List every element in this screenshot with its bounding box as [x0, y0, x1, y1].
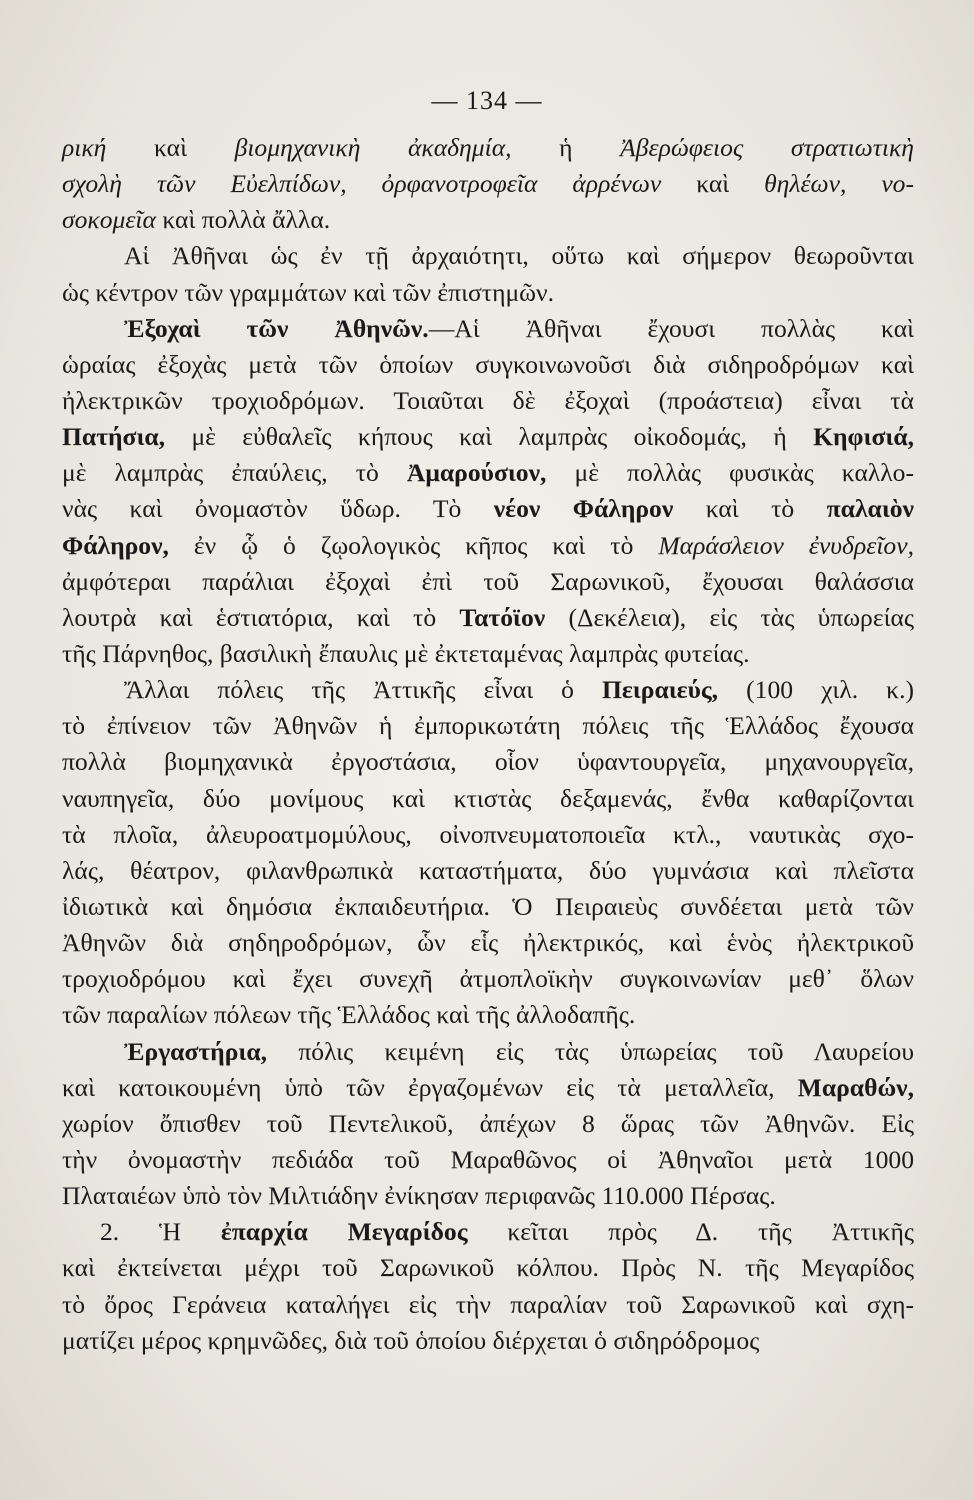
text-segment: τὸ ὄρος Γεράνεια καταλήγει εἰς τὴν παραλίαν τοῦ Σαρωνικοῦ καὶ σχη- [62, 1289, 914, 1319]
text-segment: Ἄλλαι πόλεις τῆς Ἀττικῆς εἶναι ὁ [124, 675, 602, 705]
text-line [62, 1250, 914, 1286]
text-line [62, 672, 914, 708]
text-line [62, 347, 914, 383]
text-segment: ἐν ᾧ ὁ ζῳολογικὸς κῆπος καὶ τὸ [168, 530, 659, 560]
text-segment: ματίζει μέρος κρημνῶδες, διὰ τοῦ ὁποίου διέρχεται ὁ σιδηρόδρομος [62, 1325, 760, 1355]
body-text [62, 130, 914, 1359]
bold-term: Φάληρον, [62, 530, 169, 560]
bold-term: Ἀμαρούσιον, [406, 458, 547, 488]
text-line [62, 708, 914, 744]
text-segment: ναυπηγεῖα, δύο μονίμους καὶ κτιστὰς δεξαμενάς, ἔνθα καθαρίζονται [62, 783, 914, 813]
text-line [62, 636, 914, 672]
text-segment: ἡ [511, 133, 621, 162]
text-segment: Ἀθηνῶν διὰ σηδηροδρόμων, ὧν εἷς ἠλεκτρικός, καὶ ἑνὸς ἠλεκτρικοῦ [62, 928, 914, 958]
text-line [62, 853, 914, 889]
text-segment: τὴν ὀνομαστὴν πεδιάδα τοῦ Μαραθῶνος οἱ Ἀθηναῖοι μετὰ 1000 [62, 1144, 914, 1174]
text-segment: μὲ πολλὰς φυσικὰς καλλο- [546, 458, 915, 488]
text-line [62, 781, 914, 817]
text-segment: —Αἱ Ἀθῆναι ἔχουσι πολλὰς καὶ [428, 313, 914, 343]
text-segment: μὲ εὐθαλεῖς κήπους καὶ λαμπρὰς οἰκοδομάς, ἡ [165, 422, 814, 452]
text-line [62, 130, 914, 166]
bold-term: νέον Φάληρον [493, 494, 674, 524]
text-segment: τῶν παραλίων πόλεων τῆς Ἑλλάδος καὶ τῆς ἀλλοδαπῆς. [62, 1000, 636, 1030]
text-line [62, 311, 914, 347]
text-segment: Αἱ Ἀθῆναι ὡς ἐν τῇ ἀρχαιότητι, οὕτω καὶ σήμερον θεωροῦνται [124, 241, 914, 271]
text-line [62, 528, 914, 564]
text-segment: ἰδιωτικὰ καὶ δημόσια ἐκπαιδευτήρια. Ὁ Πειραιεὺς συνδέεται μετὰ τῶν [62, 891, 914, 921]
text-segment: ὡραίας ἐξοχὰς μετὰ τῶν ὁποίων συγκοινωνοῦσι διὰ σιδηροδρόμων καὶ [62, 349, 914, 379]
text-segment: τῆς Πάρνηθος, βασιλικὴ ἔπαυλις μὲ ἐκτεταμένας λαμπρὰς φυτείας. [62, 638, 750, 668]
bold-term: ἐπαρχία Μεγαρίδος [220, 1217, 468, 1247]
text-segment: καὶ ἐκτείνεται μέχρι τοῦ Σαρωνικοῦ κόλπου. Πρὸς Ν. τῆς Μεγαρίδος [62, 1253, 914, 1283]
text-line [62, 925, 914, 961]
text-segment: καὶ [106, 133, 235, 162]
italic-term: θηλέων, νο- [764, 169, 914, 199]
italic-term: σοκομεῖα [62, 205, 156, 235]
text-segment: ὡς κέντρον τῶν γραμμάτων καὶ τῶν ἐπιστημῶν. [62, 277, 554, 307]
italic-term: σχολὴ τῶν Εὐελπίδων, ὀρφανοτροφεῖα ἀρρένων [62, 169, 662, 199]
text-segment: καὶ κατοικουμένη ὑπὸ τῶν ἐργαζομένων εἰς τὰ μεταλλεῖα, [62, 1072, 798, 1102]
text-line [62, 889, 914, 925]
bold-term: Ἐργαστήρια, [124, 1036, 268, 1066]
text-segment: Πλαταιέων ὑπὸ τὸν Μιλτιάδην ἐνίκησαν περιφανῶς 110.000 Πέρσας. [62, 1181, 776, 1211]
text-segment: κεῖται πρὸς Δ. τῆς Ἀττικῆς [467, 1217, 914, 1247]
text-line [62, 817, 914, 853]
italic-term: Μαράσλειον ἐνυδρεῖον, [658, 530, 914, 560]
text-line [62, 383, 914, 419]
text-line [62, 1178, 914, 1214]
text-segment: τὰ πλοῖα, ἀλευροατμομύλους, οἰνοπνευματοποιεῖα κτλ., ναυτικὰς σχο- [62, 819, 914, 849]
text-segment: (100 χιλ. κ.) [718, 675, 914, 705]
text-line [62, 419, 914, 455]
text-line [62, 1106, 914, 1142]
text-line [62, 564, 914, 600]
bold-term: Τατόϊον [459, 602, 546, 632]
text-line [62, 1323, 914, 1359]
bold-term: Ἐξοχαὶ τῶν Ἀθηνῶν. [124, 313, 429, 343]
text-segment: πόλις κειμένη εἰς τὰς ὑπωρείας τοῦ Λαυρείου [267, 1036, 914, 1066]
text-line [62, 744, 914, 780]
text-segment: ἠλεκτρικῶν τροχιοδρόμων. Τοιαῦται δὲ ἐξοχαὶ (προάστεια) εἶναι τὰ [62, 385, 914, 415]
text-line [62, 997, 914, 1033]
text-line [62, 600, 914, 636]
text-line [62, 455, 914, 491]
bold-term: Πατήσια, [62, 422, 166, 452]
text-segment: ἀμφότεραι παράλιαι ἐξοχαὶ ἐπὶ τοῦ Σαρωνικοῦ, ἔχουσαι θαλάσσια [62, 566, 914, 596]
bold-term: Μαραθών, [797, 1072, 914, 1102]
text-segment: καὶ [661, 169, 765, 199]
text-segment: πολλὰ βιομηχανικὰ ἐργοστάσια, οἷον ὑφαντουργεῖα, μηχανουργεῖα, [62, 747, 914, 777]
text-segment: τροχιοδρόμου καὶ ἔχει συνεχῆ ἀτμοπλοϊκὴν συγκοινωνίαν μεθ᾽ ὅλων [62, 964, 914, 994]
italic-term: βιομηχανικὴ ἀκαδημία, [234, 133, 512, 162]
text-segment: 2. Ἡ [100, 1217, 221, 1247]
text-line [62, 1070, 914, 1106]
text-line [62, 202, 914, 238]
text-segment: τὸ ἐπίνειον τῶν Ἀθηνῶν ἡ ἐμπορικωτάτη πόλεις τῆς Ἑλλάδος ἔχουσα [62, 711, 914, 741]
page-number: — 134 — [431, 86, 543, 115]
text-line [62, 961, 914, 997]
text-line [62, 275, 914, 311]
text-segment: λάς, θέατρον, φιλανθρωπικὰ καταστήματα, δύο γυμνάσια καὶ πλεῖστα [62, 855, 914, 885]
text-line [62, 166, 914, 202]
text-segment: καὶ πολλὰ ἄλλα. [155, 205, 331, 235]
text-segment: λουτρὰ καὶ ἑστιατόρια, καὶ τὸ [62, 602, 460, 632]
text-segment: μὲ λαμπρὰς ἐπαύλεις, τὸ [62, 458, 407, 488]
text-line [62, 491, 914, 527]
italic-term: ρική [62, 133, 107, 162]
text-segment: χωρίον ὄπισθεν τοῦ Πεντελικοῦ, ἀπέχων 8 ὥρας τῶν Ἀθηνῶν. Εἰς [62, 1108, 914, 1138]
text-line [62, 1214, 914, 1250]
text-segment: (Δεκέλεια), εἰς τὰς ὑπωρείας [545, 602, 915, 632]
text-segment: καὶ τὸ [673, 494, 827, 524]
text-line [62, 1034, 914, 1070]
text-line [62, 1142, 914, 1178]
text-segment: νὰς καὶ ὀνομαστὸν ὕδωρ. Τὸ [62, 494, 494, 524]
bold-term: Πειραιεύς, [601, 675, 719, 705]
text-line [62, 1287, 914, 1323]
bold-term: Κηφισιά, [813, 422, 914, 452]
bold-term: παλαιὸν [826, 494, 914, 524]
italic-term: Ἀβερώφειος στρατιωτικὴ [620, 133, 915, 162]
text-line [62, 238, 914, 274]
